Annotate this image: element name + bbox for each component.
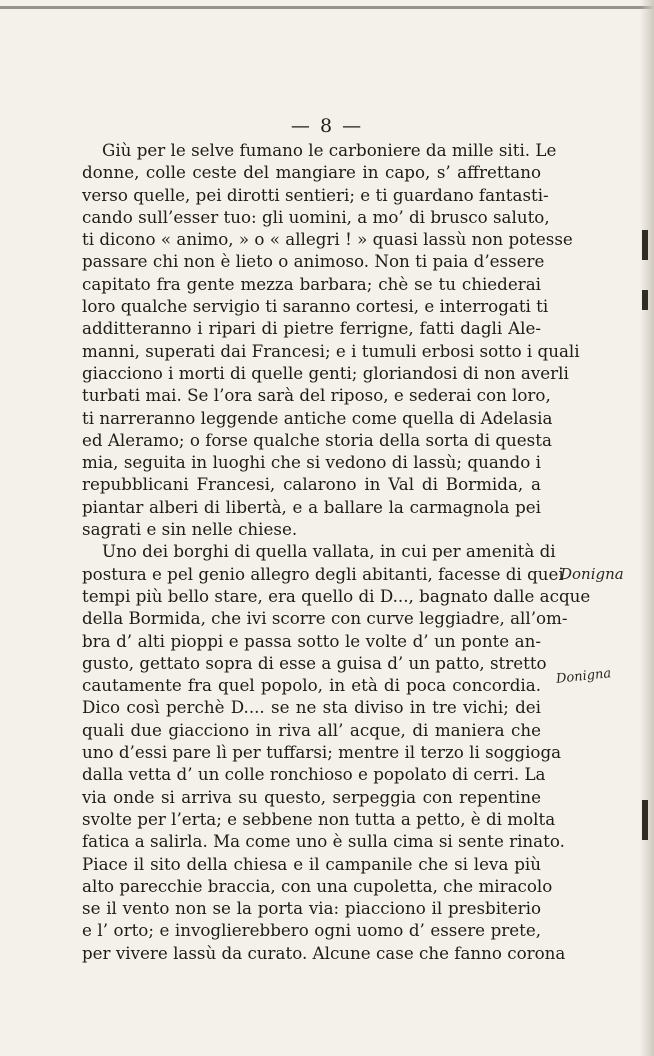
text-line: Piace il sito della chiesa e il campanile che si leva più bbox=[82, 853, 541, 874]
text-line: donne, colle ceste del mangiare in capo, s’ affrettano bbox=[82, 162, 541, 183]
text-line: tempi più bello stare, era quello di D..., bagnato dalle acque bbox=[82, 585, 591, 606]
text-line: manni, superati dai Francesi; e i tumuli erbosi sotto i quali bbox=[82, 340, 580, 361]
top-rule bbox=[0, 6, 654, 9]
text-line: quali due giacciono in riva all’ acque, di maniera che bbox=[82, 719, 541, 740]
text-line: additteranno i ripari di pietre ferrigne, fatti dagli Ale- bbox=[82, 318, 541, 339]
page-edge-shadow bbox=[640, 0, 654, 1056]
margin-ink-mark bbox=[642, 800, 648, 840]
margin-annotation: Donigna bbox=[560, 565, 624, 583]
page-number: — 8 — bbox=[290, 115, 364, 137]
text-line: giacciono i morti di quelle genti; gloriandosi di non averli bbox=[82, 362, 569, 383]
text-line: alto parecchie braccia, con una cupoletta, che miracolo bbox=[82, 875, 553, 896]
text-line: svolte per l’erta; e sebbene non tutta a petto, è di molta bbox=[82, 808, 556, 829]
text-line: cando sull’esser tuo: gli uomini, a mo’ di brusco saluto, bbox=[82, 206, 550, 227]
text-line: uno d’essi pare lì per tuffarsi; mentre il terzo li soggioga bbox=[82, 742, 562, 763]
text-line: gusto, gettato sopra di esse a guisa d’ un patto, stretto bbox=[82, 652, 547, 673]
margin-annotation: Donigna bbox=[555, 666, 612, 687]
text-line: turbati mai. Se l’ora sarà del riposo, e sederai con loro, bbox=[82, 385, 551, 406]
text-line: ti dicono « animo, » o « allegri ! » quasi lassù non potesse bbox=[82, 229, 573, 250]
text-line: via onde si arriva su questo, serpeggia con repentine bbox=[82, 786, 541, 807]
text-line: Uno dei borghi di quella vallata, in cui per amenità di bbox=[102, 541, 556, 562]
text-line: dalla vetta d’ un colle ronchioso e popolato di cerri. La bbox=[82, 764, 546, 785]
text-line: bra d’ alti pioppi e passa sotto le volte d’ un ponte an- bbox=[82, 630, 541, 651]
text-line: per vivere lassù da curato. Alcune case che fanno corona bbox=[82, 942, 566, 963]
text-line: della Bormida, che ivi scorre con curve leggiadre, all’om- bbox=[82, 608, 568, 629]
text-line: piantar alberi di libertà, e a ballare la carmagnola pei bbox=[82, 496, 541, 517]
text-line: passare chi non è lieto o animoso. Non ti paia d’essere bbox=[82, 251, 545, 272]
text-line: cautamente fra quel popolo, in età di poca concordia. bbox=[82, 675, 541, 696]
text-line: fatica a salirla. Ma come uno è sulla cima si sente rinato. bbox=[82, 831, 565, 852]
text-line: e l’ orto; e invoglierebbero ogni uomo d’ essere prete, bbox=[82, 920, 541, 941]
margin-ink-mark bbox=[642, 230, 648, 260]
text-line: mia, seguita in luoghi che si vedono di lassù; quando i bbox=[82, 452, 541, 473]
text-line: postura e pel genio allegro degli abitanti, facesse di quei bbox=[82, 563, 564, 584]
text-line: verso quelle, pei dirotti sentieri; e ti guardano fantasti- bbox=[82, 184, 549, 205]
text-line: Dico così perchè D.... se ne sta diviso in tre vichi; dei bbox=[82, 697, 541, 718]
text-line: ti narreranno leggende antiche come quella di Adelasia bbox=[82, 407, 553, 428]
text-line: capitato fra gente mezza barbara; chè se tu chiederai bbox=[82, 273, 541, 294]
margin-ink-mark bbox=[642, 290, 648, 310]
text-line: Giù per le selve fumano le carboniere da mille siti. Le bbox=[102, 140, 557, 160]
text-line: se il vento non se la porta via: piacciono il presbiterio bbox=[82, 898, 541, 919]
text-line: ed Aleramo; o forse qualche storia della sorta di questa bbox=[82, 429, 552, 450]
text-line: sagrati e sin nelle chiese. bbox=[82, 519, 298, 540]
text-line: repubblicani Francesi, calarono in Val di Bormida, a bbox=[82, 474, 541, 495]
text-line: loro qualche servigio ti saranno cortesi, e interrogati ti bbox=[82, 296, 549, 317]
